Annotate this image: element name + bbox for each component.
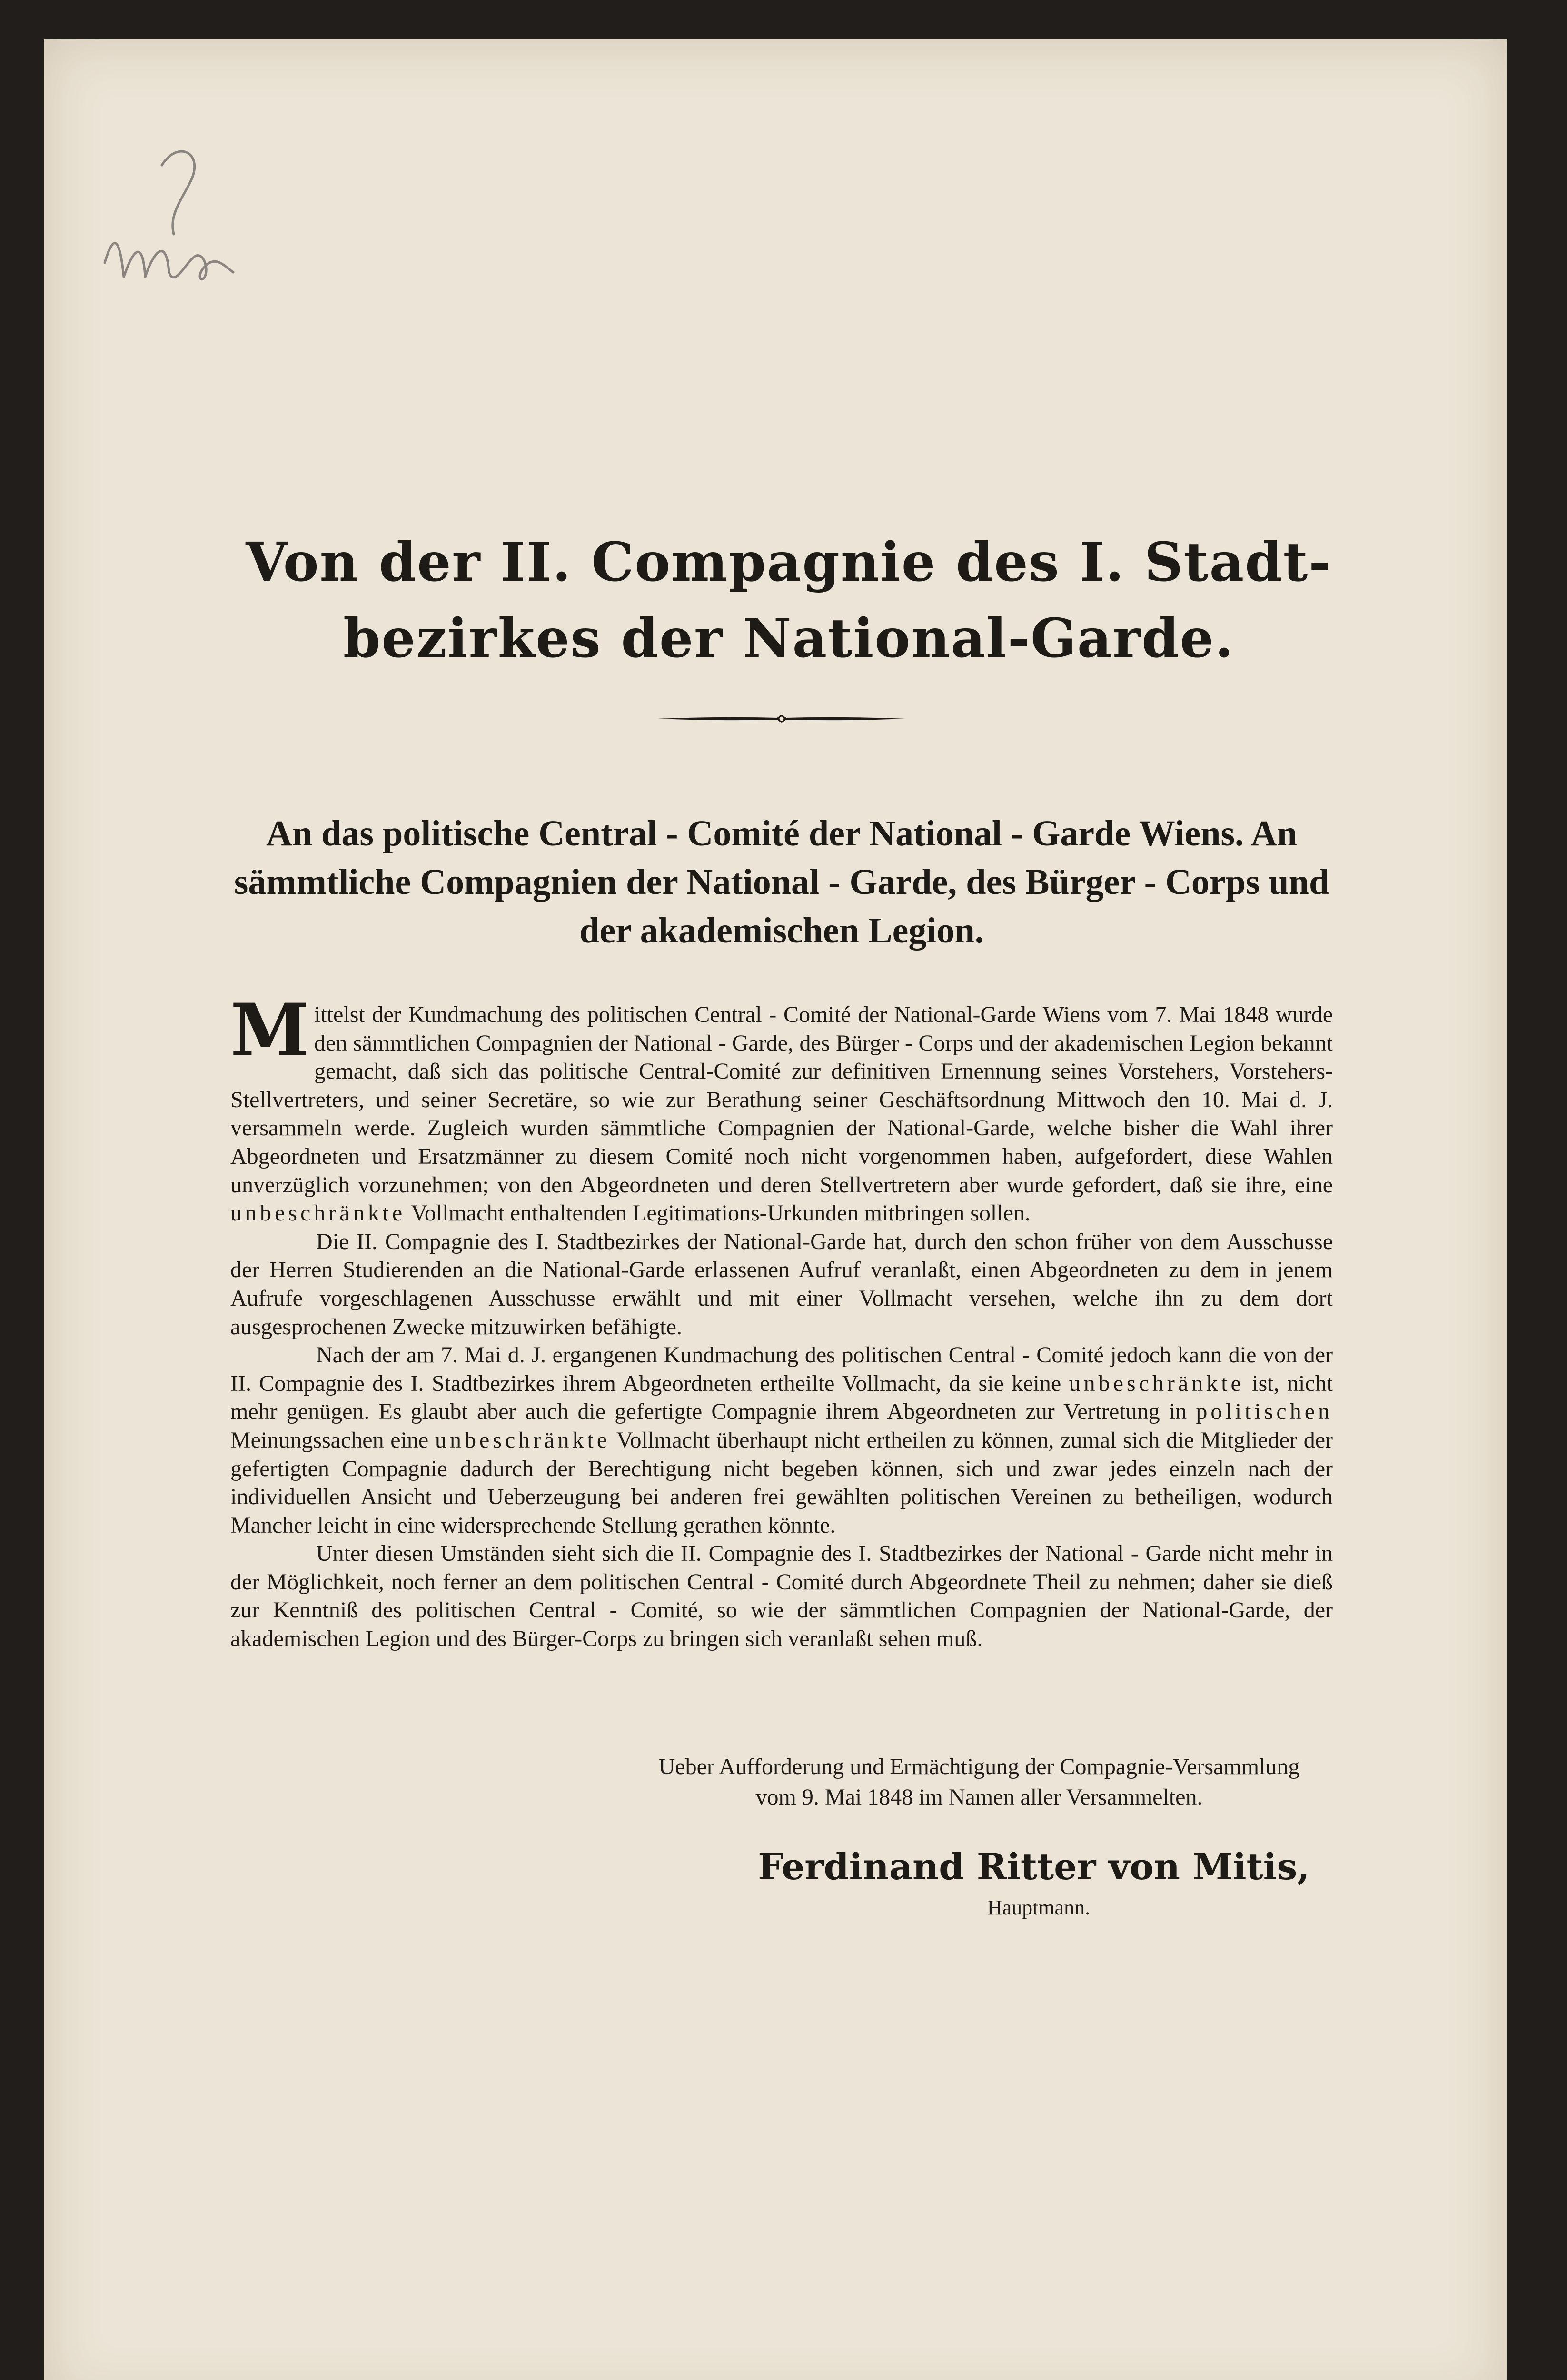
- paragraph-3-text-c: Meinungssachen eine: [230, 1427, 429, 1453]
- closing-line-1: Ueber Aufforderung und Ermächtigung der Compagnie-Versammlung: [658, 1754, 1300, 1779]
- address-line-1: An das politische Central - Comité der National - Garde Wiens. An: [266, 813, 1298, 853]
- document-title: [234, 525, 1343, 677]
- paragraph-1-text-b: Vollmacht enthaltenden Legitimations-Urkunden mitbringen sollen.: [411, 1200, 1031, 1226]
- closing-line-2: vom 9. Mai 1848 im Namen aller Versammelten.: [755, 1785, 1203, 1810]
- paragraph-3-text-a: Nach der am 7. Mai d. J. ergangenen Kundmachung des politischen Central - Comité jedoch kann die von der II. Compagnie des I. Stadtbezirkes ihrem Abgeordneten ertheilte Vollmacht, da sie keine: [230, 1342, 1333, 1396]
- paragraph-3-text-b: ist, nicht mehr genügen. Es glaubt aber auch die gefertigte Compagnie ihrem Abgeordneten zur Vertretung in: [230, 1370, 1333, 1425]
- poster-sheet: [44, 39, 1507, 2380]
- pencil-margin-note: [90, 120, 252, 358]
- title-line-1: Von der II. Compagnie des I. Stadt-: [246, 531, 1332, 594]
- paragraph-3-emphasis-3: unbeschränkte: [435, 1427, 611, 1453]
- paragraph-3-emphasis-2: politischen: [1196, 1399, 1333, 1425]
- closing-statement: [625, 1752, 1334, 1813]
- paragraph-2: Die II. Compagnie des I. Stadtbezirkes der National-Garde hat, durch den schon früher von dem Ausschusse der Herren Studierenden an die National-Garde erlassenen Aufruf veranlaßt, einen Abgeordneten zu dem in jenem Aufrufe vorgeschlagenen Ausschusse erwählt und mit einer Vollmacht versehen, welche ihn zu dem dort ausgesprochenen Zwecke mitzuwirken befähigte.: [230, 1229, 1333, 1339]
- drop-cap: M: [230, 988, 310, 1072]
- ornamental-divider: [658, 709, 905, 728]
- address-line-2: sämmtliche Compagnien der National - Garde, des Bürger - Corps und: [234, 862, 1329, 902]
- paragraph-3: [230, 1341, 1333, 1539]
- paragraph-4: Unter diesen Umständen sieht sich die II. Compagnie des I. Stadtbezirkes der National - Garde nicht mehr in der Möglichkeit, noch ferner an dem politischen Central - Comité durch Abgeordnete Theil zu nehmen; daher sie dieß zur Kenntniß des politischen Central - Comité, so wie der sämmtlichen Compagnien der National-Garde, der akademischen Legion und des Bürger-Corps zu bringen sich veranlaßt sehen muß.: [230, 1541, 1333, 1652]
- signatory-name: Ferdinand Ritter von Mitis,: [758, 1845, 1310, 1888]
- signatory-rank: Hauptmann.: [987, 1896, 1091, 1919]
- paragraph-3-text-d: Vollmacht überhaupt nicht ertheilen zu können, zumal sich die Mitglieder der gefertigten Compagnie dadurch der Berechtigung nicht begeben können, sich und zwar jedes einzeln nach der individuellen Ansicht und Ueberzeugung bei anderen frei gewählten politischen Vereinen zu betheiligen, wodurch Mancher leicht in eine widersprechende Stellung gerathen könnte.: [230, 1427, 1333, 1538]
- paragraph-1-emphasis: unbeschränkte: [230, 1200, 406, 1226]
- paragraph-1-text-a: ittelst der Kundmachung des politischen Central - Comité der National-Garde Wiens vom 7. Mai 1848 wurde den sämmtlichen Compagnien der National - Garde, des Bürger - Corps und der akademischen Legion bekannt gemacht, daß sich das politische Central-Comité zur definitiven Ernennung seines Vorstehers, Vorstehers-Stellvertreters, und seiner Secretäre, so wie zur Berathung seiner Geschäftsordnung Mittwoch den 10. Mai d. J. versammeln werde. Zugleich wurden sämmtliche Compagnien der National-Garde, welche bisher die Wahl ihrer Abgeordneten und Ersatzmänner zu diesem Comité noch nicht vorgenommen haben, aufgefordert, diese Wahlen unverzüglich vorzunehmen; von den Abgeordneten und deren Stellvertretern aber wurde gefordert, daß sie ihre, eine: [230, 1002, 1333, 1198]
- paragraph-1: [230, 988, 1333, 1228]
- paragraph-3-emphasis-1: unbeschränkte: [1069, 1370, 1244, 1396]
- address-line-3: der akademischen Legion.: [579, 911, 984, 951]
- body-text: [230, 988, 1333, 1653]
- title-line-2: bezirkes der National-Garde.: [343, 607, 1234, 670]
- address-heading: [229, 809, 1334, 955]
